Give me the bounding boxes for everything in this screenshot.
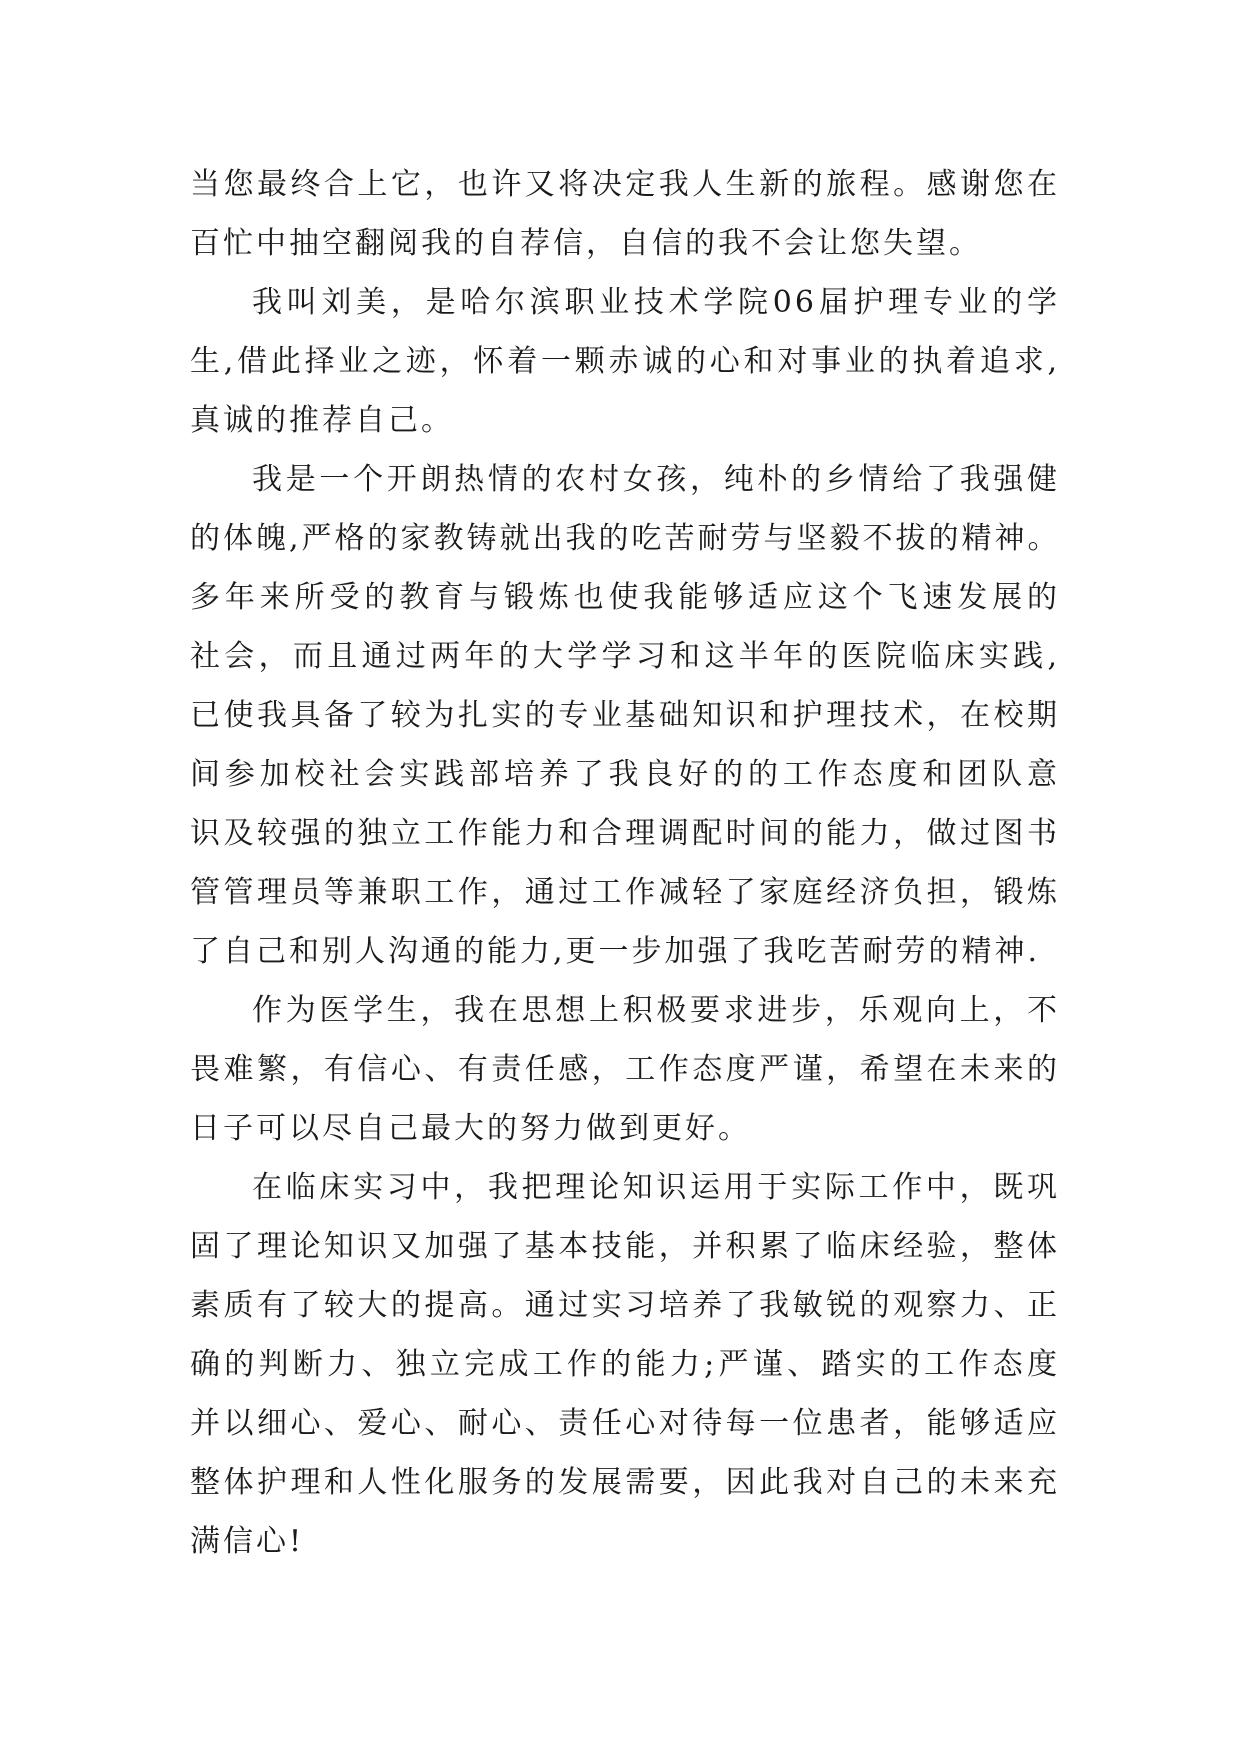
text-line: 识及较强的独立工作能力和合理调配时间的能力，做过图书 — [190, 816, 1060, 851]
text-line: 作为医学生，我在思想上积极要求进步，乐观向上，不 — [252, 993, 1060, 1028]
paragraph-intro — [190, 155, 1060, 273]
text-line: 确的判断力、独立完成工作的能力;严谨、踏实的工作态度 — [190, 1347, 1060, 1382]
text-line: 管管理员等兼职工作，通过工作减轻了家庭经济负担，锻炼 — [190, 875, 1060, 910]
text-line: 了自己和别人沟通的能力,更一步加强了我吃苦耐劳的精神. — [190, 934, 1041, 969]
paragraph-internship — [190, 1158, 1060, 1571]
text-line: 多年来所受的教育与锻炼也使我能够适应这个飞速发展的 — [190, 580, 1060, 615]
text-line: 社会，而且通过两年的大学学习和这半年的医院临床实践, — [190, 639, 1060, 674]
text-line: 已使我具备了较为扎实的专业基础知识和护理技术，在校期 — [190, 698, 1060, 733]
paragraph-background — [190, 450, 1060, 981]
text-line: 素质有了较大的提高。通过实习培养了我敏锐的观察力、正 — [190, 1288, 1060, 1323]
text-line: 当您最终合上它，也许又将决定我人生新的旅程。感谢您在 — [190, 167, 1060, 202]
text-line: 我叫刘美，是哈尔滨职业技术学院06届护理专业的学 — [252, 285, 1060, 320]
text-line: 日子可以尽自己最大的努力做到更好。 — [190, 1111, 751, 1146]
text-line: 生,借此择业之迹，怀着一颗赤诚的心和对事业的执着追求, — [190, 344, 1060, 379]
text-line: 满信心! — [190, 1524, 305, 1559]
paragraph-self-introduction — [190, 273, 1060, 450]
text-line: 百忙中抽空翻阅我的自荐信，自信的我不会让您失望。 — [190, 226, 982, 261]
text-line: 我是一个开朗热情的农村女孩，纯朴的乡情给了我强健 — [252, 462, 1060, 497]
text-line: 并以细心、爱心、耐心、责任心对待每一位患者，能够适应 — [190, 1406, 1060, 1441]
text-line: 固了理论知识又加强了基本技能，并积累了临床经验，整体 — [190, 1229, 1060, 1264]
paragraph-attitude — [190, 981, 1060, 1158]
letter-body — [190, 155, 1060, 1571]
text-line: 真诚的推荐自己。 — [190, 403, 454, 438]
text-line: 整体护理和人性化服务的发展需要，因此我对自己的未来充 — [190, 1465, 1060, 1500]
text-line: 在临床实习中，我把理论知识运用于实际工作中，既巩 — [252, 1170, 1060, 1205]
text-line: 的体魄,严格的家教铸就出我的吃苦耐劳与坚毅不拔的精神。 — [190, 521, 1061, 556]
text-line: 间参加校社会实践部培养了我良好的的工作态度和团队意 — [190, 757, 1060, 792]
text-line: 畏难繁，有信心、有责任感，工作态度严谨，希望在未来的 — [190, 1052, 1060, 1087]
